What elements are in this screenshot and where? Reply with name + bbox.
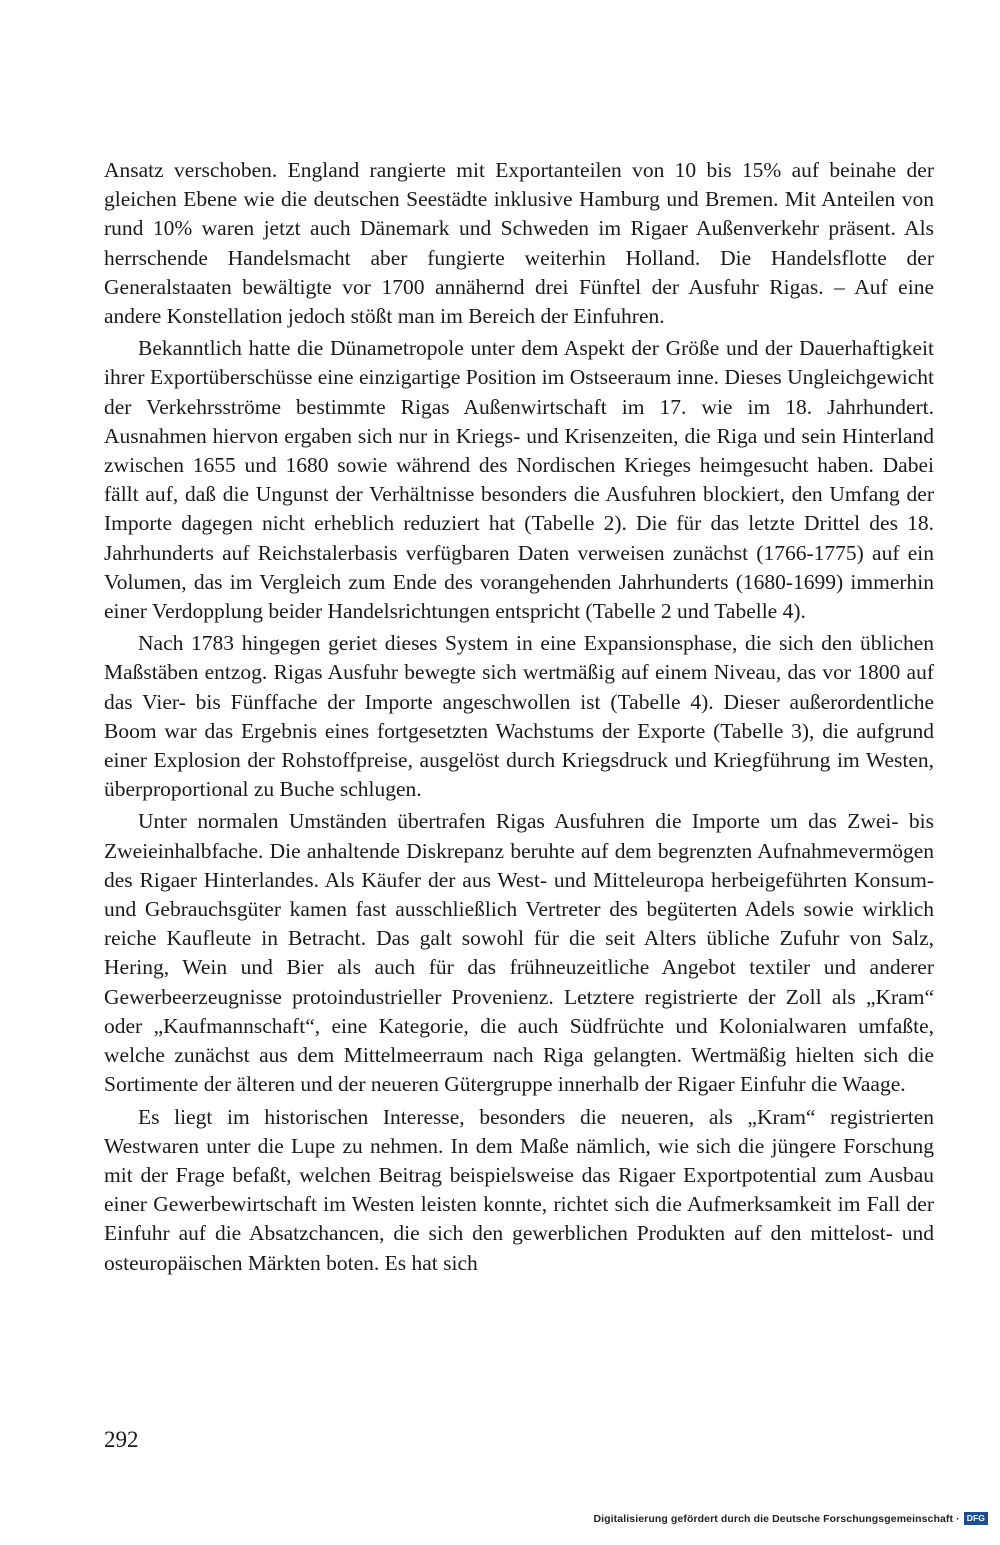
paragraph: Unter normalen Umständen übertrafen Rigas Ausfuhren die Importe um das Zwei- bis Zweieinhalbfache. Die anhaltende Diskrepanz beruhte auf dem begrenzten Aufnahmevermögen des Rigaer Hinterlandes. Als Käufer der aus West- und Mitteleuropa herbeigeführten Konsum- und Gebrauchsgüter kamen fast ausschließlich Vertreter des begüterten Adels sowie wirklich reiche Kaufleute in Betracht. Das galt sowohl für die seit Alters übliche Zufuhr von Salz, Hering, Wein und Bier als auch für das frühneuzeitliche Angebot textiler und anderer Gewerbeerzeugnisse protoindustrieller Provenienz. Letztere registrierte der Zoll als „Kram“ oder „Kaufmannschaft“, eine Kategorie, die auch Südfrüchte und Kolonialwaren umfaßte, welche zunächst aus dem Mittelmeerraum nach Riga gelangten. Wertmäßig hielten sich die Sortimente der älteren und der neueren Gütergruppe innerhalb der Rigaer Einfuhr die Waage.: [104, 809, 934, 1097]
paragraph: Es liegt im historischen Interesse, besonders die neueren, als „Kram“ registrierten Westwaren unter die Lupe zu nehmen. In dem Maße nämlich, wie sich die jüngere Forschung mit der Frage befaßt, welchen Beitrag beispielsweise das Rigaer Exportpotential zum Ausbau einer Gewerbewirtschaft im Westen leisten konnte, richtet sich die Aufmerksamkeit im Fall der Einfuhr auf die Absatzchancen, die sich den gewerblichen Produkten auf den mittelost- und osteuropäischen Märkten boten. Es hat sich: [104, 1104, 934, 1275]
paragraph: Bekanntlich hatte die Dünametropole unter dem Aspekt der Größe und der Dauerhaftigkeit ihrer Exportüberschüsse eine einzigartige Position im Ostseeraum inne. Dieses Ungleichgewicht der Verkehrsströme bestimmte Rigas Außenwirtschaft im 17. wie im 18. Jahrhundert. Ausnahmen hiervon ergaben sich nur in Kriegs- und Krisenzeiten, die Riga und sein Hinterland zwischen 1655 und 1680 sowie während des Nordischen Krieges heimgesucht haben. Dabei fällt auf, daß die Ungunst der Verhältnisse besonders die Ausfuhren blockiert, den Umfang der Importe dagegen nicht erheblich reduziert hat (Tabelle 2). Die für das letzte Drittel des 18. Jahrhunderts auf Reichstalerbasis verfügbaren Daten verweisen zunächst (1766-1775) auf ein Volumen, das im Vergleich zum Ende des vorangehenden Jahrhunderts (1680-1699) immerhin einer Verdopplung beider Handelsrichtungen entspricht (Tabelle 2 und Tabelle 4).: [104, 336, 934, 624]
paragraph-continuation: Ansatz verschoben. England rangierte mit Exportanteilen von 10 bis 15% auf beinahe der gleichen Ebene wie die deutschen Seestädte inklusive Hamburg und Bremen. Mit Anteilen von rund 10% waren jetzt auch Dänemark und Schweden im Rigaer Außenverkehr präsent. Als herrschende Handelsmacht aber fungierte weiterhin Holland. Die Handelsflotte der Generalstaaten bewältigte vor 1700 annähernd drei Fünftel der Ausfuhr Rigas. – Auf eine andere Konstellation jedoch stößt man im Bereich der Einfuhren.: [104, 158, 934, 329]
body-text: [104, 156, 934, 1281]
digitization-credit: [593, 1512, 988, 1525]
paragraph: Nach 1783 hingegen geriet dieses System in eine Expansionsphase, die sich den üblichen Maßstäben entzog. Rigas Ausfuhr bewegte sich wertmäßig auf einem Niveau, das vor 1800 auf das Vier- bis Fünffache der Importe angeschwollen ist (Tabelle 4). Dieser außerordentliche Boom war das Ergebnis eines fortgesetzten Wachstums der Exporte (Tabelle 3), die aufgrund einer Explosion der Rohstoffpreise, ausgelöst durch Kriegsdruck und Kriegführung im Westen, überproportional zu Buche schlugen.: [104, 631, 934, 802]
page-number: 292: [104, 1427, 139, 1452]
dfg-logo: DFG: [964, 1512, 988, 1525]
credit-text: Digitalisierung gefördert durch die Deutsche Forschungsgemeinschaft ·: [593, 1512, 960, 1525]
